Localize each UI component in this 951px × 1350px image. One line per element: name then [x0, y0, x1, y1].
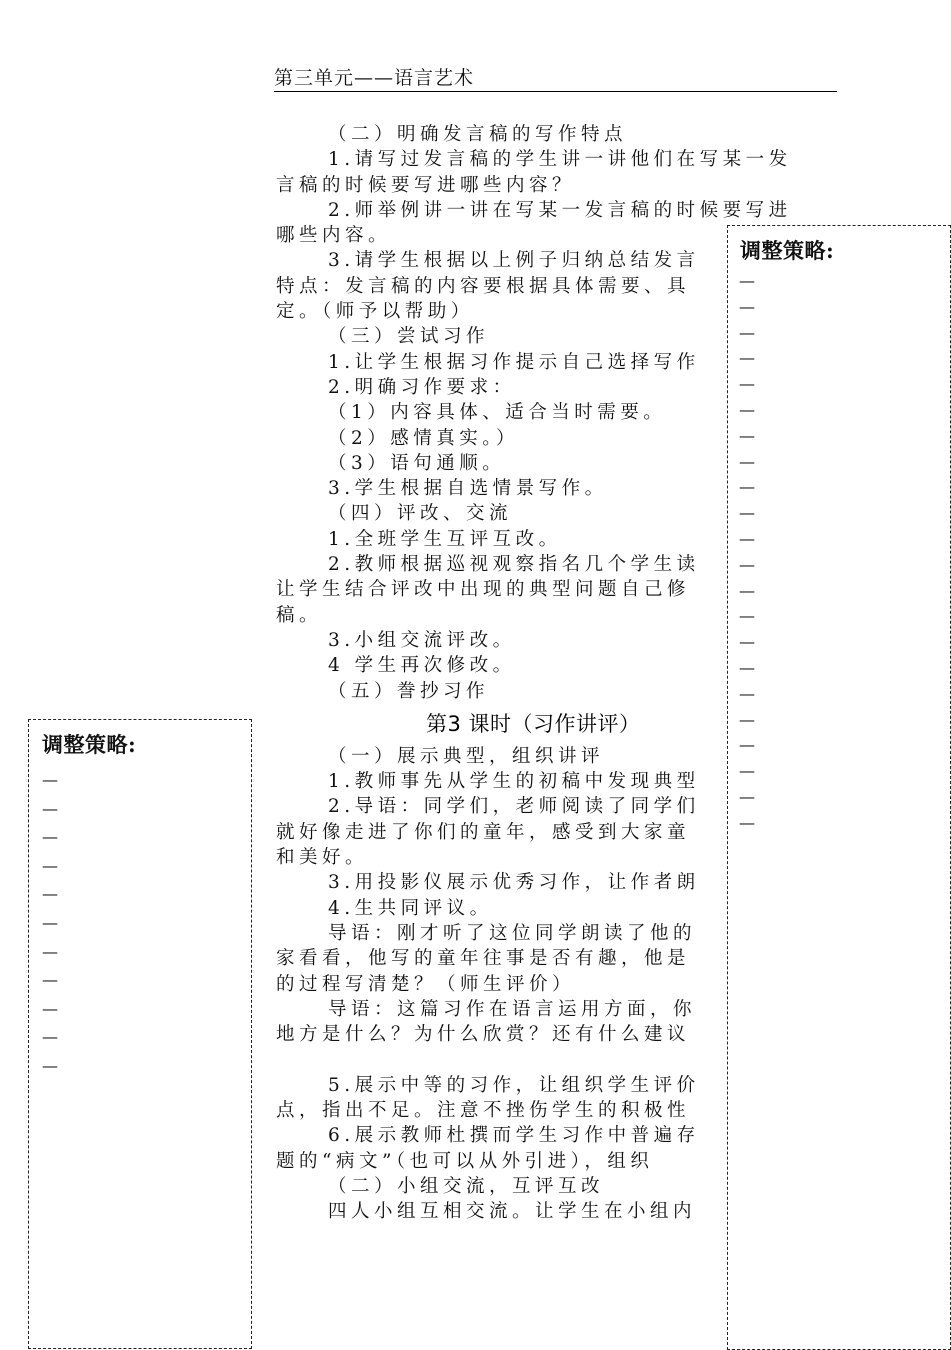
blank-line-mark: —: [739, 786, 755, 806]
paragraph-gap: [276, 1047, 728, 1072]
text-line: （二）明确发言稿的写作特点: [328, 124, 628, 145]
blank-line-mark: —: [739, 761, 755, 781]
blank-line-mark: —: [739, 657, 755, 677]
blank-line-mark: —: [42, 855, 58, 875]
text-line: 4.生共同评议。: [328, 897, 493, 919]
blank-line-mark: —: [42, 1055, 58, 1075]
text-line: 地方是什么？为什么欣赏？还有什么建议: [276, 1024, 691, 1046]
text-line: 家看看，他写的童年往事是否有趣，他是: [276, 948, 691, 970]
text-line: （二）小组交流，互评互改: [328, 1175, 605, 1197]
strategy-blank-lines: [42, 766, 58, 1081]
text-line: 导语：刚才听了这位同学朗读了他的: [328, 922, 697, 944]
blank-line-mark: —: [739, 374, 755, 394]
blank-line-mark: —: [739, 632, 755, 652]
blank-line-mark: —: [739, 735, 755, 755]
blank-line-mark: —: [739, 477, 755, 497]
text-line: （一）展示典型，组织讲评: [328, 745, 605, 767]
text-line: 2.导语：同学们，老师阅读了同学们: [328, 796, 700, 818]
blank-line-mark: —: [42, 827, 58, 847]
blank-line-mark: —: [739, 451, 755, 471]
text-line: 特点：发言稿的内容要根据具体需要、具: [276, 275, 691, 297]
text-line: 3.小组交流评改。: [328, 629, 516, 651]
text-line: 四人小组互相交流。让学生在小组内: [328, 1201, 697, 1223]
strategy-title: 调整策略:: [740, 238, 835, 263]
text-line: （2）感情真实。）: [328, 427, 520, 449]
strategy-box-left: [28, 719, 252, 1349]
text-line: 1.请写过发言稿的学生讲一讲他们在写某一发: [328, 149, 792, 171]
text-line: 哪些内容。: [276, 225, 392, 247]
review-lesson-section-continued: [276, 1073, 728, 1225]
text-line: 4 学生再次修改。: [328, 655, 516, 677]
text-line: 的过程写清楚？（师生评价）: [276, 973, 576, 995]
blank-line-mark: —: [739, 606, 755, 626]
blank-line-mark: —: [739, 503, 755, 523]
text-line: 1.让学生根据习作提示自己选择写作: [328, 351, 700, 373]
blank-line-mark: —: [42, 770, 58, 789]
lesson-title: 第3 课时（习作讲评）: [426, 711, 641, 736]
text-line: 2.教师根据巡视观察指名几个学生读: [328, 554, 700, 576]
text-line: 题的“病文”（也可以从外引进），组织: [276, 1150, 654, 1172]
blank-line-mark: —: [42, 941, 58, 961]
text-line: 点，指出不足。注意不挫伤学生的积极性: [276, 1099, 691, 1121]
text-line: 5.展示中等的习作，让组织学生评价: [328, 1074, 700, 1096]
text-line: 和美好。: [276, 847, 369, 869]
text-line: 1.全班学生互评互改。: [328, 528, 562, 550]
blank-line-mark: —: [42, 912, 58, 932]
page-header: 第三单元——语言艺术: [274, 66, 837, 92]
text-line: 3.用投影仪展示优秀习作，让作者朗: [328, 872, 700, 894]
blank-line-mark: —: [739, 812, 755, 832]
review-lesson-section: [276, 744, 728, 1048]
text-line: （三）尝试习作: [328, 326, 490, 348]
blank-line-mark: —: [739, 348, 755, 368]
blank-line-mark: —: [42, 970, 58, 990]
blank-line-mark: —: [739, 399, 755, 419]
blank-line-mark: —: [739, 554, 755, 574]
text-line: 1.教师事先从学生的初稿中发现典型: [328, 771, 700, 793]
strategy-blank-lines: [739, 268, 755, 836]
blank-line-mark: —: [42, 998, 58, 1018]
text-line: （3）语句通顺。: [328, 452, 506, 474]
text-line: （1）内容具体、适合当时需要。: [328, 402, 667, 424]
text-line: 3.学生根据自选情景写作。: [328, 478, 608, 500]
strategy-box-right: [727, 225, 951, 1350]
text-line: （四）评改、交流: [328, 503, 513, 525]
text-line: 3.请学生根据以上例子归纳总结发言: [328, 250, 700, 272]
text-line: 2.师举例讲一讲在写某一发言稿的时候要写进: [328, 199, 792, 221]
blank-line-mark: —: [42, 884, 58, 904]
blank-line-mark: —: [739, 322, 755, 342]
blank-line-mark: —: [739, 528, 755, 548]
strategy-title: 调整策略:: [42, 732, 137, 757]
text-line: 导语：这篇习作在语言运用方面，你: [328, 998, 697, 1020]
blank-line-mark: —: [739, 425, 755, 445]
blank-line-mark: —: [42, 798, 58, 818]
text-line: 2.明确习作要求：: [328, 376, 516, 398]
blank-line-mark: —: [42, 1027, 58, 1047]
text-line: 稿。: [276, 604, 323, 626]
text-line: 6.展示教师杜撰而学生习作中普遍存: [328, 1125, 700, 1147]
text-line: （五）誊抄习作: [328, 680, 490, 702]
text-line: 让学生结合评改中出现的典型问题自己修: [276, 579, 691, 601]
blank-line-mark: —: [739, 271, 755, 290]
text-line: 定。（师予以帮助）: [276, 301, 474, 323]
blank-line-mark: —: [739, 709, 755, 729]
text-line: 言稿的时候要写进哪些内容？: [276, 174, 576, 196]
blank-line-mark: —: [739, 580, 755, 600]
blank-line-mark: —: [739, 683, 755, 703]
blank-line-mark: —: [739, 296, 755, 316]
text-line: 就好像走进了你们的童年，感受到大家童: [276, 821, 691, 843]
